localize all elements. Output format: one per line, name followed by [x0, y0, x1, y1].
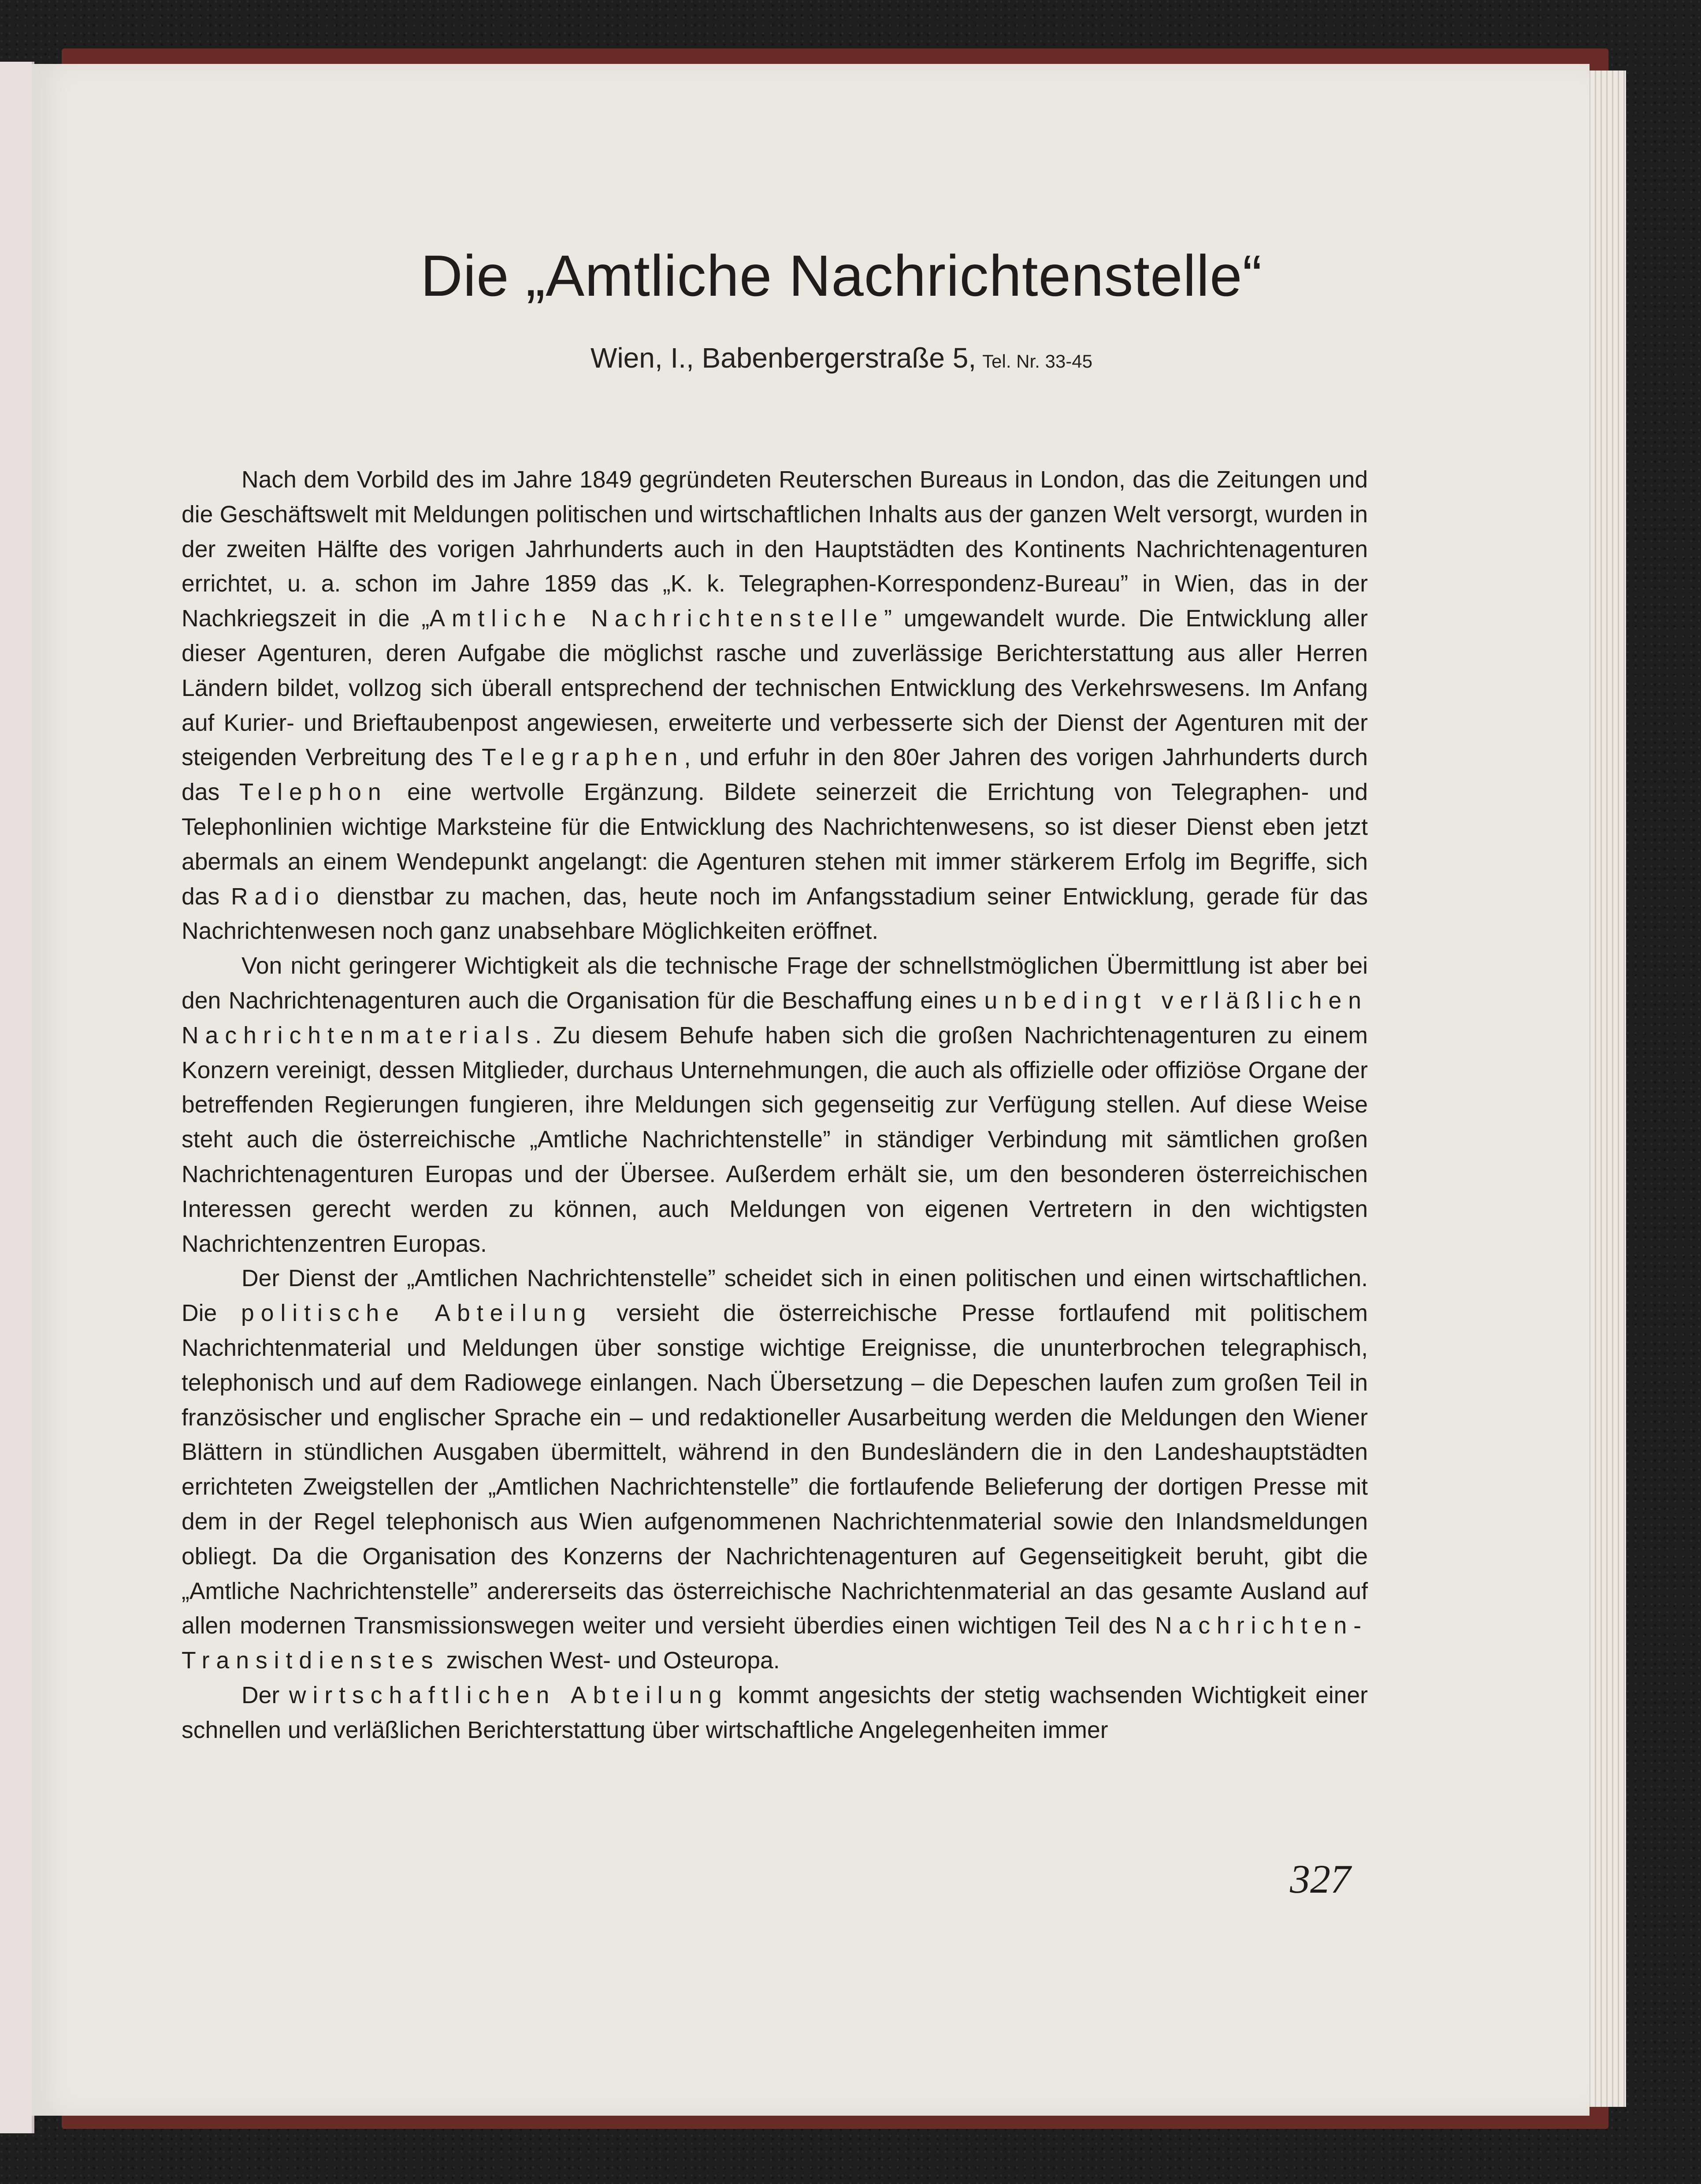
facing-page-edge — [0, 62, 34, 2133]
paragraph-1 — [182, 463, 1368, 949]
text-run: ” umgewandelt wurde. Die Entwicklung aller dieser Agenturen, deren Aufgabe die möglichst rasche und zuverlässige Berichterstattung aus aller Herren Ländern bildet, vollzog sich überall entsprechend der technischen Entwicklung des Verkehrswesens. Im Anfang auf Kurier- und Brieftaubenpost angewiesen, erweiterte und verbesserte sich der Dienst der Agenturen mit der steigenden Verbreitung des — [182, 606, 1368, 771]
spaced-emphasis: Radio — [230, 883, 326, 910]
spaced-emphasis: politische Abteilung — [241, 1300, 593, 1327]
page-number: 327 — [1290, 1857, 1351, 1901]
text-run: Nach dem Vorbild des im Jahre 1849 gegründeten Reuterschen Bureaus in London, das die Zeitungen und die Geschäftswelt mit Meldungen politischen und wirtschaftlichen Inhalts aus der ganzen Welt versorgt, wurden in der zweiten Hälfte des vorigen Jahrhunderts auch in den Hauptstädten des Kontinents Nachrichtenagenturen errichtet, u. a. schon im Jahre 1859 das „K. k. Telegraphen-Korrespondenz-Bureau” in Wien, das in der Nachkriegszeit in die „ — [182, 467, 1368, 632]
spaced-emphasis: Telegraphen — [482, 744, 684, 771]
phone-number: Tel. Nr. 33-45 — [982, 351, 1092, 372]
spaced-emphasis: Nachrichten-Transitdienstes — [182, 1613, 1368, 1674]
text-run: dienstbar zu machen, das, heute noch im Anfangsstadium seiner Entwicklung, gerade für das Nachrichtenwesen noch ganz unabsehbare Möglichkeiten eröffnet. — [182, 883, 1368, 945]
book-page — [32, 64, 1590, 2116]
body-text — [182, 463, 1368, 1748]
spaced-emphasis: unbedingt verläßlichen Nachrichtenmaterials — [182, 987, 1368, 1049]
paragraph-3 — [182, 1261, 1368, 1678]
address-text: Wien, I., Babenbergerstraße 5, — [591, 342, 977, 374]
text-run: , und erfuhr in den 80er Jahren des vorigen Jahrhunderts durch das — [182, 744, 1368, 806]
address-line — [32, 342, 1590, 374]
paragraph-2 — [182, 949, 1368, 1261]
spaced-emphasis: Amtliche Nachrichtenstelle — [429, 606, 884, 632]
text-run: Von nicht geringerer Wichtigkeit als die technische Frage der schnellstmöglichen Übermittlung ist aber bei den Nachrichtenagenturen auch die Organisation für die Beschaffung eines — [182, 953, 1368, 1014]
text-run: Der Dienst der „Amtlichen Nachrichtenstelle” scheidet sich in einen politischen und einen wirtschaftlichen. Die — [182, 1265, 1368, 1327]
text-run: Der — [241, 1682, 289, 1708]
text-run: zwischen West- und Osteuropa. — [439, 1648, 780, 1674]
text-run: versieht die österreichische Presse fortlaufend mit politischem Nachrichtenmaterial und Meldungen über sonstige wichtige Ereignisse, die ununterbrochen telegraphisch, telephonisch und auf dem Radiowege einlangen. Nach Übersetzung – die Depeschen laufen zum großen Teil in französischer und englischer Sprache ein – und redaktioneller Ausarbeitung werden die Meldungen den Wiener Blättern in stündlichen Ausgaben übermittelt, während in den Bundesländern die in den Landeshauptstädten errichteten Zweigstellen der „Amtlichen Nachrichtenstelle” die fortlaufende Belieferung der dortigen Presse mit dem in der Regel telephonisch aus Wien aufgenommenen Nachrichtenmaterial sowie den Inlandsmeldungen obliegt. Da die Organisation des Konzerns der Nachrichtenagenturen auf Gegenseitigkeit beruht, gibt die „Amtliche Nachrichtenstelle” andererseits das österreichische Nachrichtenmaterial an das gesamte Ausland auf allen modernen Transmissionswegen weiter und versieht überdies einen wichtigen Teil des — [182, 1300, 1368, 1639]
text-run: eine wertvolle Ergänzung. Bildete seinerzeit die Errichtung von Telegraphen- und Telephonlinien wichtige Marksteine für die Entwicklung des Nachrichtenwesens, so ist dieser Dienst eben jetzt abermals an einem Wendepunkt angelangt: die Agenturen stehen mit immer stärkerem Erfolg im Begriffe, sich das — [182, 779, 1368, 910]
spaced-emphasis: Telephon — [239, 779, 388, 806]
spaced-emphasis: wirtschaftlichen Abteilung — [289, 1682, 728, 1708]
page-title: Die „Amtliche Nachrichtenstelle“ — [420, 243, 1263, 308]
text-run: kommt angesichts der stetig wachsenden Wichtigkeit einer schnellen und verläßlichen Berichterstattung über wirtschaftliche Angelegenheiten immer — [182, 1682, 1368, 1743]
text-run: . Zu diesem Behufe haben sich die großen Nachrichtenagenturen zu einem Konzern vereinigt, dessen Mitglieder, durchaus Unternehmungen, die auch als offizielle oder offiziöse Organe der betreffenden Regierungen fungieren, ihre Meldungen sich gegenseitig zur Verfügung stellen. Auf diese Weise steht auch die österreichische „Amtliche Nachrichtenstelle” in ständiger Verbindung mit sämtlichen großen Nachrichtenagenturen Europas und der Übersee. Außerdem erhält sie, um den besonderen österreichischen Interessen gerecht werden zu können, auch Meldungen von eigenen Vertretern in den wichtigsten Nachrichtenzentren Europas. — [182, 1022, 1368, 1257]
paragraph-4 — [182, 1678, 1368, 1748]
